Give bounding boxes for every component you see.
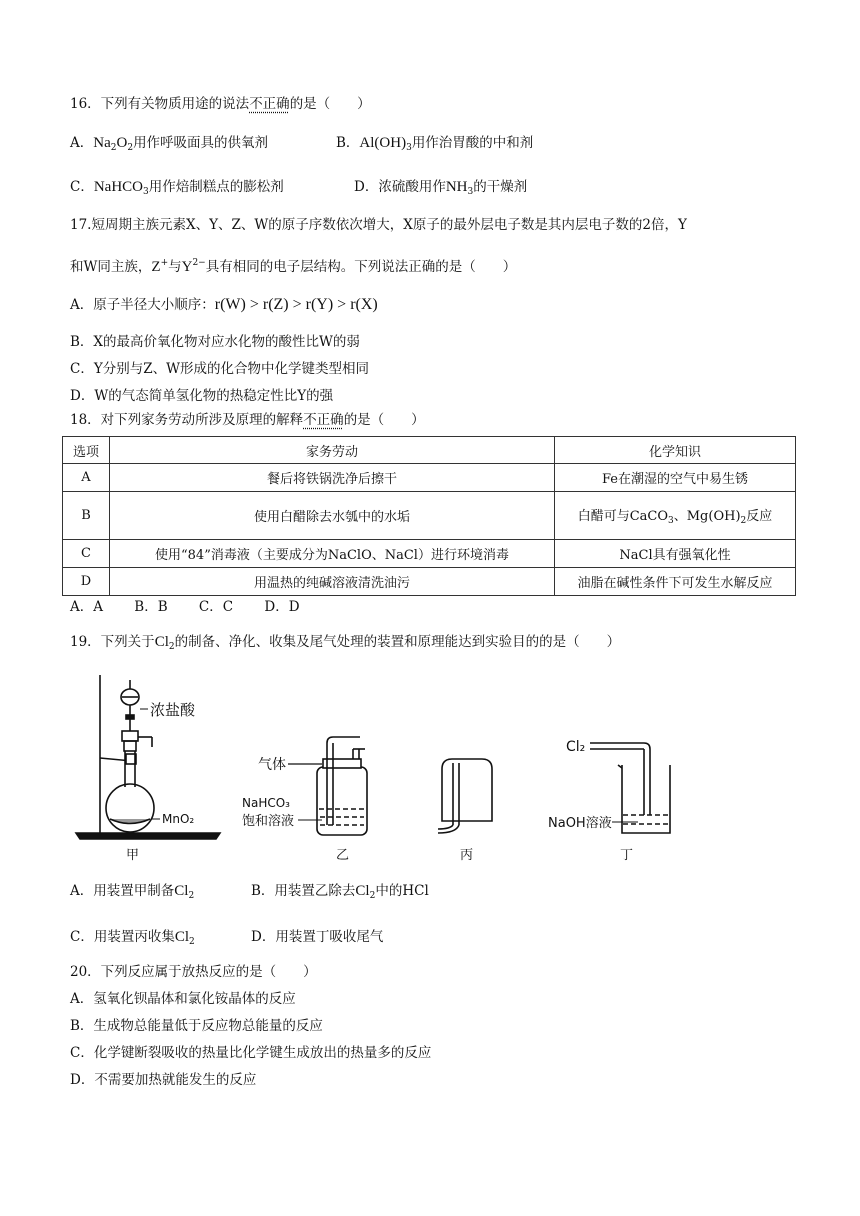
q19-option-a: A．用装置甲制备$Cl_2$ bbox=[70, 883, 195, 901]
row-knowledge: 白醋可与CaCO$_3$、$Mg(OH)_2$反应 bbox=[555, 492, 796, 540]
q19-apparatus-figure bbox=[70, 665, 690, 865]
q20-option-b: B．生成物总能量低于反应物总能量的反应 bbox=[70, 1018, 323, 1034]
q16-stem: 16．下列有关物质用途的说法不正确的是（ ） bbox=[70, 96, 371, 112]
row-housework: 餐后将铁锅洗净后擦干 bbox=[110, 464, 555, 492]
apparatus-yi bbox=[317, 737, 367, 835]
table-row bbox=[63, 540, 796, 568]
apparatus-bing bbox=[438, 759, 492, 833]
label-nahco3: NaHCO₃ bbox=[242, 796, 290, 810]
label-bing: 丙 bbox=[460, 848, 474, 863]
q20-option-c: C．化学键断裂吸收的热量比化学键生成放出的热量多的反应 bbox=[70, 1045, 432, 1061]
label-gas: 气体 bbox=[258, 757, 286, 773]
q18-stem: 18．对下列家务劳动所涉及原理的解释不正确的是（ ） bbox=[70, 412, 425, 428]
q20-option-d: D．不需要加热就能发生的反应 bbox=[70, 1072, 257, 1088]
q16-option-a: A．$Na_2O_2$用作呼吸面具的供氧剂 bbox=[70, 135, 269, 153]
row-option: B bbox=[63, 492, 110, 540]
row-housework: 使用白醋除去水瓠中的水垢 bbox=[110, 492, 555, 540]
table-header-row bbox=[63, 437, 796, 464]
q18-choices: A．A B．B C．C D．D bbox=[70, 599, 300, 615]
q17-option-b: B．X的最高价氧化物对应水化物的酸性比W的弱 bbox=[70, 334, 360, 350]
q17-option-d: D．W的气态简单氢化物的热稳定性比Y的强 bbox=[70, 388, 334, 404]
q17-option-a: A．原子半径大小顺序：r(W) > r(Z) > r(Y) > r(X) bbox=[70, 296, 378, 313]
table-row bbox=[63, 464, 796, 492]
q19-stem: 19．下列关于$Cl_2$的制备、净化、收集及尾气处理的装置和原理能达到实验目的的是（ ） bbox=[70, 634, 621, 652]
q17-stem-line1: 17.短周期主族元素X、Y、Z、W的原子序数依次增大，X原子的最外层电子数是其内层电子数的2倍，Y bbox=[70, 217, 687, 233]
q16-option-d: D．浓硫酸用作$NH_3$的干燥剂 bbox=[354, 179, 528, 197]
apparatus-jia bbox=[76, 675, 220, 839]
q16-option-c: C．NaHCO$_3$用作焙制糕点的膨松剂 bbox=[70, 179, 284, 197]
row-housework: 使用“84”消毒液（主要成分为NaClO、NaCl）进行环境消毒 bbox=[110, 540, 555, 568]
label-ding: 丁 bbox=[620, 848, 634, 863]
q17-option-c: C．Y分别与Z、W形成的化合物中化学键类型相同 bbox=[70, 361, 369, 377]
row-housework: 用温热的纯碱溶液清洗油污 bbox=[110, 568, 555, 596]
table-row bbox=[63, 568, 796, 596]
row-knowledge: NaCl具有强氧化性 bbox=[555, 540, 796, 568]
q20-option-a: A．氢氧化钡晶体和氯化铵晶体的反应 bbox=[70, 991, 296, 1007]
q19-option-c: C．用装置丙收集$Cl_2$ bbox=[70, 929, 195, 947]
row-knowledge: Fe在潮湿的空气中易生锈 bbox=[555, 464, 796, 492]
header-chem-knowledge: 化学知识 bbox=[555, 437, 796, 464]
q20-stem: 20．下列反应属于放热反应的是（ ） bbox=[70, 964, 317, 980]
label-mno2: MnO₂ bbox=[162, 812, 195, 826]
q19-option-d: D．用装置丁吸收尾气 bbox=[251, 929, 384, 945]
table-row bbox=[63, 492, 796, 540]
header-option: 选项 bbox=[63, 437, 110, 464]
header-housework: 家务劳动 bbox=[110, 437, 555, 464]
q16-option-b: B．$Al(OH)_3$用作治胃酸的中和剂 bbox=[336, 135, 534, 153]
row-option: A bbox=[63, 464, 110, 492]
row-knowledge: 油脂在碱性条件下可发生水解反应 bbox=[555, 568, 796, 596]
label-cl2: Cl₂ bbox=[566, 739, 586, 755]
row-option: D bbox=[63, 568, 110, 596]
label-jia: 甲 bbox=[126, 848, 140, 863]
row-option: C bbox=[63, 540, 110, 568]
label-yi: 乙 bbox=[336, 848, 350, 863]
q18-table bbox=[62, 436, 796, 596]
q19-option-b: B．用装置乙除去$Cl_2$中的HCl bbox=[251, 883, 429, 901]
label-acid: 浓盐酸 bbox=[150, 701, 196, 719]
label-saturated: 饱和溶液 bbox=[242, 814, 295, 829]
q17-stem-line2: 和W同主族，Z+与$Y^{2-}$具有相同的电子层结构。下列说法正确的是（ ） bbox=[70, 258, 517, 275]
label-naoh: NaOH溶液 bbox=[548, 816, 612, 831]
